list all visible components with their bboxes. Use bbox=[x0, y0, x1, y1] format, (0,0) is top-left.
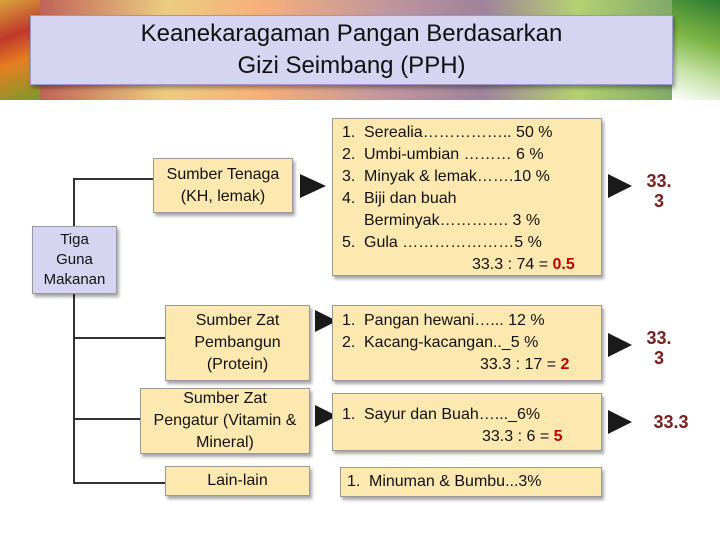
list-item: 2. Umbi-umbian ……… 6 % bbox=[342, 146, 544, 163]
list-item: 1. Pangan hewani…... 12 % bbox=[342, 312, 545, 329]
list-item: 1. Serealia…………….. 50 % bbox=[342, 124, 553, 141]
category-box-other bbox=[165, 466, 310, 496]
calc-line: 33.3 : 6 = 5 bbox=[482, 428, 563, 445]
list-item: 2. Kacang-kacangan.._5 % bbox=[342, 334, 539, 351]
value-builder: 33. 3 bbox=[646, 328, 672, 368]
calc-result: 5 bbox=[553, 428, 563, 445]
list-regulator bbox=[342, 404, 604, 448]
category-box-builder bbox=[165, 305, 310, 381]
category-label-line: (KH, lemak) bbox=[180, 187, 266, 205]
root-line-3: Makanan bbox=[43, 271, 106, 288]
calc-line: 33.3 : 17 = 2 bbox=[480, 356, 570, 373]
list-item: 1. Sayur dan Buah…..._6% bbox=[342, 406, 541, 423]
arrow-right-icon bbox=[300, 174, 326, 198]
list-builder bbox=[342, 310, 604, 376]
root-line-1: Tiga bbox=[60, 231, 89, 248]
connector-branch-1 bbox=[73, 178, 153, 180]
list-item: Berminyak…………. 3 % bbox=[364, 212, 541, 229]
title-box bbox=[30, 15, 673, 85]
category-label-line: Lain-lain bbox=[207, 472, 268, 489]
list-other bbox=[347, 471, 599, 493]
category-label-line: Pembangun bbox=[194, 334, 281, 351]
calc-result: 2 bbox=[560, 356, 570, 373]
calc-result: 0.5 bbox=[552, 256, 575, 273]
title-line-1: Keanekaragaman Pangan Berdasarkan bbox=[140, 20, 563, 47]
list-item: 4. Biji dan buah bbox=[342, 190, 457, 207]
category-box-energy bbox=[153, 158, 293, 213]
list-energy bbox=[342, 122, 604, 272]
arrow-right-icon bbox=[608, 410, 632, 434]
title-line-2: Gizi Seimbang (PPH) bbox=[237, 52, 466, 79]
calc-line: 33.3 : 74 = 0.5 bbox=[472, 256, 575, 273]
vegetable-photo-right bbox=[672, 0, 720, 100]
arrow-right-icon bbox=[608, 333, 632, 357]
root-line-2: Guna bbox=[56, 251, 93, 268]
connector-trunk bbox=[73, 178, 75, 484]
list-item: 3. Minyak & lemak…….10 % bbox=[342, 168, 550, 185]
value-regulator: 33.3 bbox=[653, 412, 689, 432]
list-item: 5. Gula …………………5 % bbox=[342, 234, 542, 251]
category-label-line: Sumber Zat bbox=[195, 312, 280, 329]
root-box bbox=[32, 226, 117, 294]
category-label-line: Pengatur (Vitamin & bbox=[153, 412, 297, 429]
connector-branch-2 bbox=[73, 337, 165, 339]
category-label-line: Sumber Tenaga bbox=[166, 165, 280, 183]
category-box-regulator bbox=[140, 388, 310, 454]
value-energy: 33. 3 bbox=[646, 171, 672, 211]
category-label-line: Sumber Zat bbox=[183, 390, 267, 407]
category-label-line: Mineral) bbox=[196, 434, 254, 451]
connector-branch-4 bbox=[73, 482, 165, 484]
arrow-right-icon bbox=[608, 174, 632, 198]
category-label-line: (Protein) bbox=[206, 356, 269, 373]
list-item: 1. Minuman & Bumbu...3% bbox=[347, 473, 542, 490]
